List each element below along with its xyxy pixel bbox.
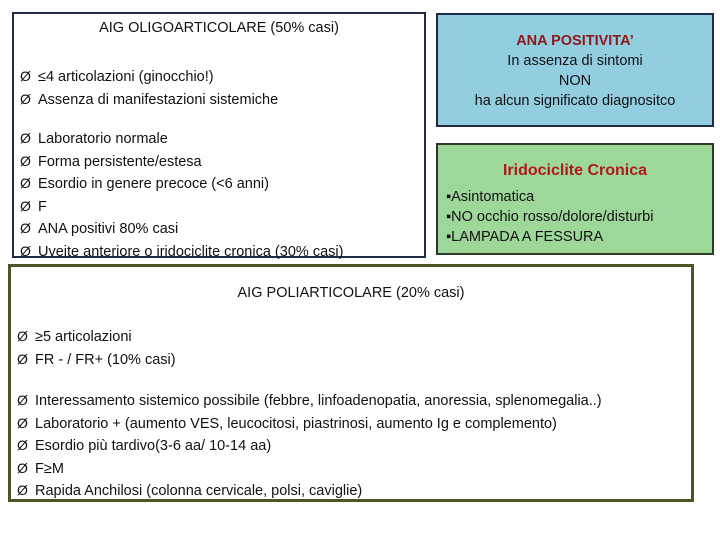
list-item: Ø Laboratorio normale (20, 128, 343, 151)
arrow-bullet-icon: Ø (20, 68, 31, 84)
list-item: Ø Rapida Anchilosi (colonna cervicale, polsi, caviglie) (17, 480, 602, 503)
iridocyclitis-box (436, 143, 714, 255)
poli-list-1 (17, 326, 176, 371)
ana-line: ha alcun significato diagnositco (474, 93, 676, 109)
list-item: Ø F≥M (17, 458, 602, 481)
ana-positivity-box (436, 13, 714, 127)
list-item: ▪NO occhio rosso/dolore/disturbi (446, 209, 654, 225)
list-item: Ø ≤4 articolazioni (ginocchio!) (20, 66, 278, 89)
list-item: Ø Laboratorio + (aumento VES, leucocitosi, piastrinosi, aumento Ig e complemento) (17, 413, 602, 436)
arrow-bullet-icon: Ø (17, 350, 28, 367)
polyarticular-box (8, 264, 694, 502)
list-item: Ø Esordio in genere precoce (<6 anni) (20, 173, 343, 196)
ana-title: ANA POSITIVITA’ (516, 33, 634, 49)
irido-title: Iridociclite Cronica (502, 162, 648, 179)
oligo-list-1 (20, 66, 278, 111)
list-item: ▪LAMPADA A FESSURA (446, 229, 604, 245)
arrow-bullet-icon: Ø (17, 328, 28, 344)
list-item: Ø Forma persistente/estesa (20, 151, 343, 174)
ana-line: NON (558, 73, 592, 89)
list-item: Ø Uveite anteriore o iridociclite cronica (30% casi) (20, 241, 343, 264)
arrow-bullet-icon: Ø (17, 459, 28, 476)
arrow-bullet-icon: Ø (20, 152, 31, 169)
arrow-bullet-icon: Ø (20, 242, 31, 259)
arrow-bullet-icon: Ø (20, 130, 31, 146)
list-item: Ø ≥5 articolazioni (17, 326, 176, 349)
arrow-bullet-icon: Ø (17, 414, 28, 431)
list-item: Ø ANA positivi 80% casi (20, 218, 343, 241)
arrow-bullet-icon: Ø (17, 482, 28, 498)
arrow-bullet-icon: Ø (20, 197, 31, 214)
list-item: Ø Interessamento sistemico possibile (febbre, linfoadenopatia, anoressia, splenomegalia..) (17, 390, 602, 413)
list-item: Ø Assenza di manifestazioni sistemiche (20, 89, 278, 112)
ana-line: In assenza di sintomi (507, 53, 643, 69)
oligoarticular-box (12, 12, 426, 258)
arrow-bullet-icon: Ø (17, 437, 28, 453)
arrow-bullet-icon: Ø (20, 175, 31, 191)
irido-list (446, 187, 653, 247)
poli-list-2 (17, 390, 602, 503)
oligo-title: AIG OLIGOARTICOLARE (50% casi) (99, 20, 339, 36)
list-item: ▪Asintomatica (446, 189, 535, 205)
list-item: Ø Esordio più tardivo(3-6 aa/ 10-14 aa) (17, 435, 602, 458)
list-item: Ø FR - / FR+ (10% casi) (17, 349, 176, 372)
arrow-bullet-icon: Ø (17, 392, 28, 408)
arrow-bullet-icon: Ø (20, 220, 31, 236)
ana-block (438, 31, 712, 111)
list-item: Ø F (20, 196, 343, 219)
poli-title: AIG POLIARTICOLARE (20% casi) (237, 285, 465, 301)
oligo-list-2 (20, 128, 343, 263)
arrow-bullet-icon: Ø (20, 90, 31, 107)
